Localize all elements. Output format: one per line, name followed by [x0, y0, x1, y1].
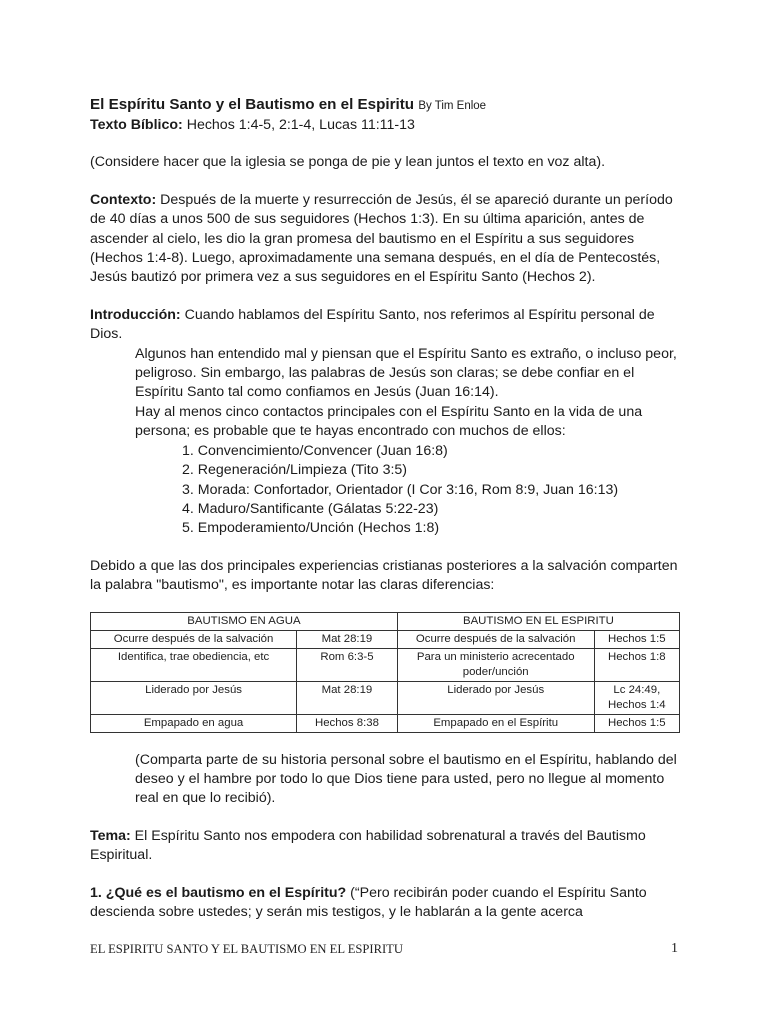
- list-item: 1. Convencimiento/Convencer (Juan 16:8): [182, 442, 448, 459]
- table-cell: Hechos 1:5: [594, 714, 679, 732]
- table-cell: Empapado en el Espíritu: [397, 714, 594, 732]
- texto-biblico: [90, 116, 680, 135]
- tema-label: Tema:: [90, 827, 131, 844]
- texto-biblico-refs: Hechos 1:4-5, 2:1-4, Lucas 11:11-13: [182, 117, 415, 133]
- table-row: [91, 648, 680, 681]
- introduccion-text: Cuando hablamos del Espíritu Santo, nos referimos al Espíritu personal de Dios.: [90, 306, 655, 343]
- question-1: [90, 884, 680, 923]
- table-cell: Empapado en agua: [91, 714, 297, 732]
- introduccion-label: Introducción:: [90, 306, 181, 323]
- document-page: [90, 95, 680, 922]
- document-title: El Espíritu Santo y el Bautismo en el Espiritu: [90, 96, 415, 113]
- comparison-table: [90, 612, 680, 733]
- intro-para-1: Algunos han entendido mal y piensan que el Espíritu Santo es extraño, o incluso peor, peligroso. Sin embargo, las palabras de Jesús son claras; se debe confiar en el Espíritu Santo tal como confiamos en Jesús (Juan 16:14).: [135, 345, 677, 401]
- comparta-note: (Comparta parte de su historia personal sobre el bautismo en el Espíritu, hablando del deseo y el hambre por todo lo que Dios tiene para usted, pero no llegue al momento real en que lo recibió).: [135, 751, 677, 807]
- page-footer: [90, 942, 680, 957]
- list-item: 5. Empoderamiento/Unción (Hechos 1:8): [182, 520, 440, 537]
- table-row: [91, 681, 680, 714]
- table-header-row: [91, 612, 680, 630]
- table-cell: Para un ministerio acrecentado poder/unción: [397, 648, 594, 681]
- table-cell: Ocurre después de la salvación: [397, 630, 594, 648]
- tema-text: El Espíritu Santo nos empodera con habilidad sobrenatural a través del Bautismo Espiritual.: [90, 827, 646, 864]
- table-cell: Lc 24:49, Hechos 1:4: [594, 681, 679, 714]
- table-cell: Hechos 1:8: [594, 648, 679, 681]
- table-cell: Identifica, trae obediencia, etc: [91, 648, 297, 681]
- table-header-agua: BAUTISMO EN AGUA: [91, 612, 398, 630]
- table-header-espiritu: BAUTISMO EN EL ESPIRITU: [397, 612, 679, 630]
- debido-paragraph: Debido a que las dos principales experiencias cristianas posteriores a la salvación comparten la palabra "bautismo", es importante notar las claras diferencias:: [90, 557, 678, 594]
- table-cell: Hechos 8:38: [297, 714, 398, 732]
- question-1-heading: 1. ¿Qué es el bautismo en el Espíritu?: [90, 884, 347, 901]
- question-1-text: (“Pero recibirán poder cuando el Espíritu Santo descienda sobre ustedes; y serán mis testigos, y le hablarán a la gente acerca: [90, 884, 647, 920]
- table-cell: Ocurre después de la salvación: [91, 630, 297, 648]
- list-item: 3. Morada: Confortador, Orientador (I Cor 3:16, Rom 8:9, Juan 16:13): [182, 481, 619, 498]
- author-byline: By Tim Enloe: [418, 100, 487, 112]
- running-title: EL ESPIRITU SANTO Y EL BAUTISMO EN EL ESPIRITU: [90, 942, 403, 956]
- contexto-label: Contexto:: [90, 191, 157, 208]
- contexto-text: Después de la muerte y resurrección de Jesús, él se apareció durante un período de 40 días a unos 500 de sus seguidores (Hechos 1:3). En su última aparición, antes de ascender al cielo, les dio la gran promesa del bautismo en el Espíritu a sus seguidores (Hechos 1:4-8). Luego, aproximadamente una semana después, en el día de Pentecostés, Jesús bautizó por primera vez a sus seguidores en el Espíritu Santo (Hechos 2).: [90, 191, 673, 286]
- table-cell: Rom 6:3-5: [297, 648, 398, 681]
- introduccion-paragraph: [90, 306, 680, 345]
- table-cell: Mat 28:19: [297, 630, 398, 648]
- intro-para-2: Hay al menos cinco contactos principales con el Espíritu Santo en la vida de una persona; es probable que te hayas encontrado con muchos de ellos:: [135, 403, 643, 440]
- list-item: 4. Maduro/Santificante (Gálatas 5:22-23): [182, 500, 439, 517]
- tema-paragraph: [90, 827, 680, 866]
- reading-note: (Considere hacer que la iglesia se ponga de pie y lean juntos el texto en voz alta).: [90, 154, 606, 171]
- contexto-paragraph: [90, 191, 680, 288]
- texto-biblico-label: Texto Bíblico:: [90, 117, 183, 133]
- table-cell: Mat 28:19: [297, 681, 398, 714]
- list-item: 2. Regeneración/Limpieza (Tito 3:5): [182, 462, 408, 479]
- table-row: [91, 714, 680, 732]
- title-line: [90, 95, 680, 116]
- table-cell: Hechos 1:5: [594, 630, 679, 648]
- table-row: [91, 630, 680, 648]
- page-number: 1: [671, 941, 678, 956]
- table-cell: Liderado por Jesús: [397, 681, 594, 714]
- table-cell: Liderado por Jesús: [91, 681, 297, 714]
